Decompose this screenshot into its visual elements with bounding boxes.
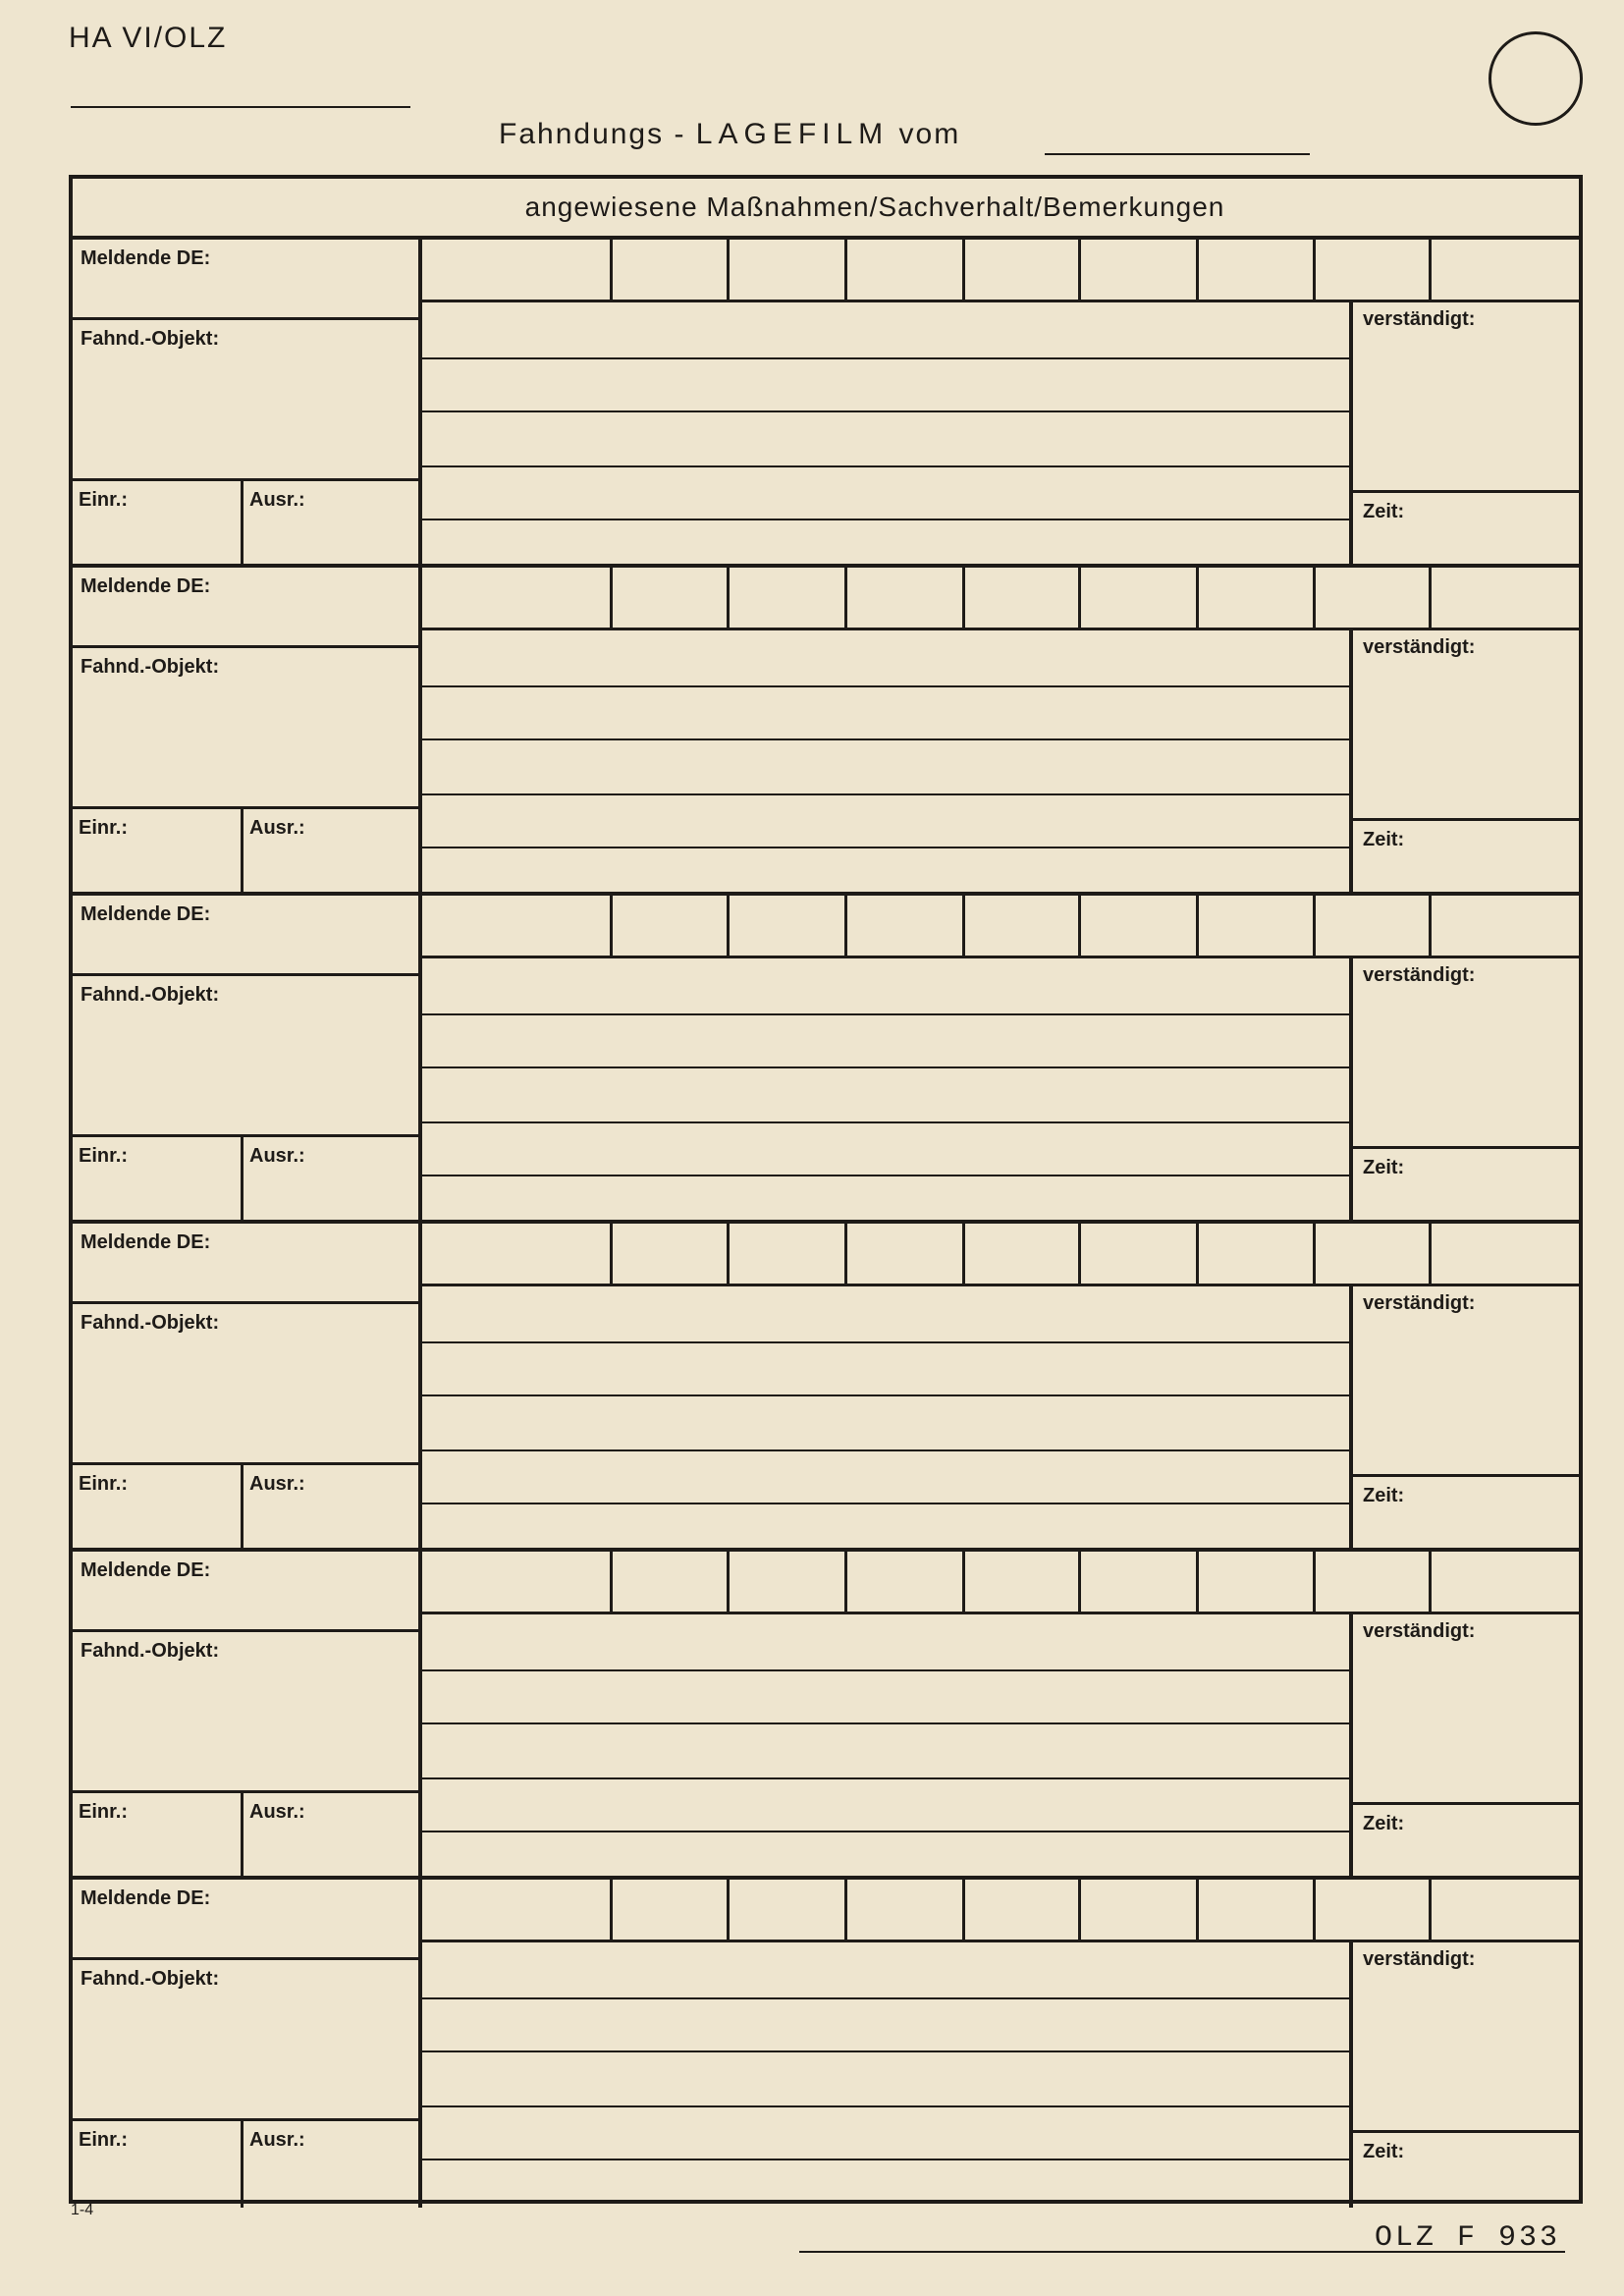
einr-label: Einr.: — [79, 1801, 129, 1823]
ausr-field[interactable] — [244, 1465, 418, 1548]
code-cell[interactable] — [1316, 1224, 1432, 1284]
measures-text-area[interactable] — [422, 630, 1353, 892]
code-cell[interactable] — [422, 896, 613, 956]
entry-block — [73, 1224, 1579, 1552]
code-cell[interactable] — [965, 1552, 1081, 1612]
code-cell[interactable] — [965, 568, 1081, 628]
fahndungsobjekt-field[interactable] — [73, 1632, 418, 1793]
organization-underline — [71, 106, 410, 108]
entry-right-column — [1353, 1286, 1579, 1548]
writing-line — [422, 1997, 1349, 1999]
code-cell[interactable] — [730, 1552, 847, 1612]
code-cell[interactable] — [965, 240, 1081, 300]
entry-right-column — [1353, 1614, 1579, 1876]
writing-line — [422, 2105, 1349, 2107]
writing-line — [422, 410, 1349, 412]
zeit-label: Zeit: — [1363, 1157, 1405, 1178]
code-cell[interactable] — [730, 568, 847, 628]
measures-text-area[interactable] — [422, 302, 1353, 564]
code-cell[interactable] — [613, 1880, 731, 1940]
code-cell[interactable] — [730, 896, 847, 956]
organization-code: HA VI/OLZ — [69, 22, 228, 54]
zeit-field[interactable] — [1353, 1805, 1579, 1876]
writing-line — [422, 1394, 1349, 1396]
code-cells-row — [422, 240, 1579, 302]
form-number: OLZ F 933 — [1375, 2221, 1561, 2255]
code-cell[interactable] — [422, 1224, 613, 1284]
writing-line — [422, 793, 1349, 795]
ausr-field[interactable] — [244, 481, 418, 564]
measures-text-area[interactable] — [422, 1942, 1353, 2208]
writing-line — [422, 1503, 1349, 1504]
meldende-label: Meldende DE: — [81, 575, 211, 597]
writing-line — [422, 2159, 1349, 2160]
code-cells-row — [422, 1552, 1579, 1614]
code-cell[interactable] — [965, 896, 1081, 956]
entry-block — [73, 1552, 1579, 1880]
code-cell[interactable] — [1432, 568, 1579, 628]
meldende-label: Meldende DE: — [81, 1559, 211, 1581]
column-header: angewiesene Maßnahmen/Sachverhalt/Bemerkungen — [73, 179, 1579, 240]
zeit-label: Zeit: — [1363, 2141, 1405, 2162]
meldende-field[interactable] — [73, 896, 418, 976]
ausr-label: Ausr.: — [249, 1145, 305, 1167]
zeit-label: Zeit: — [1363, 501, 1405, 522]
meldende-field[interactable] — [73, 240, 418, 320]
entry-block — [73, 240, 1579, 568]
verstaendigt-field[interactable] — [1353, 630, 1579, 821]
meldende-label: Meldende DE: — [81, 903, 211, 925]
meldende-label: Meldende DE: — [81, 1887, 211, 1909]
entry-right-column — [1353, 302, 1579, 564]
writing-line — [422, 685, 1349, 687]
verstaendigt-label: verständigt: — [1363, 308, 1476, 330]
zeit-field[interactable] — [1353, 493, 1579, 564]
einr-field[interactable] — [73, 1137, 244, 1220]
ausr-field[interactable] — [244, 1137, 418, 1220]
entry-right-column — [1353, 630, 1579, 892]
writing-line — [422, 738, 1349, 740]
form-title — [499, 118, 960, 151]
code-cell[interactable] — [1081, 1224, 1199, 1284]
writing-line — [422, 1831, 1349, 1832]
code-cell[interactable] — [1432, 1224, 1579, 1284]
ausr-label: Ausr.: — [249, 489, 305, 511]
code-cell[interactable] — [1316, 896, 1432, 956]
code-cell[interactable] — [1316, 568, 1432, 628]
entry-left-column — [73, 1880, 422, 2208]
objekt-label: Fahnd.-Objekt: — [81, 1968, 220, 1990]
code-cell[interactable] — [422, 1552, 613, 1612]
code-cell[interactable] — [1316, 1880, 1432, 1940]
code-cell[interactable] — [965, 1880, 1081, 1940]
meldende-field[interactable] — [73, 568, 418, 648]
einr-label: Einr.: — [79, 1145, 129, 1167]
einr-field[interactable] — [73, 809, 244, 892]
code-cell[interactable] — [847, 1880, 965, 1940]
writing-line — [422, 1449, 1349, 1451]
zeit-label: Zeit: — [1363, 829, 1405, 850]
fahndungsobjekt-field[interactable] — [73, 648, 418, 809]
entry-block — [73, 896, 1579, 1224]
objekt-label: Fahnd.-Objekt: — [81, 1640, 220, 1662]
einr-field[interactable] — [73, 1793, 244, 1876]
objekt-label: Fahnd.-Objekt: — [81, 984, 220, 1006]
code-cell[interactable] — [1432, 896, 1579, 956]
einr-label: Einr.: — [79, 817, 129, 839]
measures-text-area[interactable] — [422, 958, 1353, 1220]
ausr-field[interactable] — [244, 2121, 418, 2208]
code-cell[interactable] — [422, 1880, 613, 1940]
ausr-label: Ausr.: — [249, 2129, 305, 2151]
code-cell[interactable] — [1432, 1552, 1579, 1612]
code-cell[interactable] — [730, 240, 847, 300]
circle-mark — [1489, 31, 1583, 126]
meldende-label: Meldende DE: — [81, 247, 211, 269]
writing-line — [422, 847, 1349, 848]
code-cell[interactable] — [422, 240, 613, 300]
writing-line — [422, 1175, 1349, 1176]
code-cell[interactable] — [1199, 568, 1317, 628]
zeit-field[interactable] — [1353, 2133, 1579, 2208]
writing-line — [422, 465, 1349, 467]
code-cell[interactable] — [730, 1224, 847, 1284]
code-cell[interactable] — [1199, 240, 1317, 300]
code-cell[interactable] — [1316, 1552, 1432, 1612]
code-cell[interactable] — [847, 1552, 965, 1612]
writing-line — [422, 519, 1349, 520]
code-cells-row — [422, 568, 1579, 630]
code-cell[interactable] — [730, 1880, 847, 1940]
measures-text-area[interactable] — [422, 1614, 1353, 1876]
writing-line — [422, 1777, 1349, 1779]
code-cell[interactable] — [1081, 568, 1199, 628]
verstaendigt-label: verständigt: — [1363, 964, 1476, 986]
objekt-label: Fahnd.-Objekt: — [81, 1312, 220, 1334]
form-table — [69, 175, 1583, 2204]
code-cell[interactable] — [847, 240, 965, 300]
zeit-field[interactable] — [1353, 821, 1579, 892]
code-cell[interactable] — [1432, 240, 1579, 300]
code-cell[interactable] — [422, 568, 613, 628]
print-code: 1-4 — [71, 2202, 94, 2218]
writing-line — [422, 1341, 1349, 1343]
measures-text-area[interactable] — [422, 1286, 1353, 1548]
ausr-field[interactable] — [244, 1793, 418, 1876]
code-cell[interactable] — [847, 896, 965, 956]
code-cells-row — [422, 896, 1579, 958]
objekt-label: Fahnd.-Objekt: — [81, 656, 220, 678]
code-cell[interactable] — [613, 1552, 731, 1612]
code-cell[interactable] — [847, 568, 965, 628]
verstaendigt-label: verständigt: — [1363, 1292, 1476, 1314]
fahndungsobjekt-field[interactable] — [73, 1304, 418, 1465]
code-cell[interactable] — [1316, 240, 1432, 300]
meldende-field[interactable] — [73, 1552, 418, 1632]
code-cell[interactable] — [965, 1224, 1081, 1284]
writing-line — [422, 2050, 1349, 2052]
entry-left-column — [73, 1224, 422, 1548]
meldende-field[interactable] — [73, 1224, 418, 1304]
title-prefix: Fahndungs - — [499, 118, 686, 150]
objekt-label: Fahnd.-Objekt: — [81, 328, 220, 350]
einr-field[interactable] — [73, 1465, 244, 1548]
einr-label: Einr.: — [79, 489, 129, 511]
fahndungsobjekt-field[interactable] — [73, 320, 418, 481]
zeit-field[interactable] — [1353, 1477, 1579, 1548]
writing-line — [422, 1669, 1349, 1671]
entry-left-column — [73, 1552, 422, 1876]
ausr-label: Ausr.: — [249, 817, 305, 839]
code-cell[interactable] — [1199, 896, 1317, 956]
title-suffix: vom — [898, 118, 961, 150]
verstaendigt-label: verständigt: — [1363, 636, 1476, 658]
writing-line — [422, 1722, 1349, 1724]
writing-line — [422, 1066, 1349, 1068]
code-cell[interactable] — [1432, 1880, 1579, 1940]
verstaendigt-label: verständigt: — [1363, 1948, 1476, 1970]
entry-block — [73, 568, 1579, 896]
entry-right-column — [1353, 958, 1579, 1220]
einr-label: Einr.: — [79, 2129, 129, 2151]
entry-block — [73, 1880, 1579, 2208]
zeit-label: Zeit: — [1363, 1485, 1405, 1506]
zeit-label: Zeit: — [1363, 1813, 1405, 1834]
code-cell[interactable] — [613, 896, 731, 956]
title-main: LAGEFILM — [695, 118, 890, 150]
ausr-label: Ausr.: — [249, 1801, 305, 1823]
einr-field[interactable] — [73, 2121, 244, 2208]
einr-label: Einr.: — [79, 1473, 129, 1495]
meldende-label: Meldende DE: — [81, 1231, 211, 1253]
ausr-field[interactable] — [244, 809, 418, 892]
verstaendigt-field[interactable] — [1353, 1286, 1579, 1477]
verstaendigt-field[interactable] — [1353, 958, 1579, 1149]
code-cell[interactable] — [1081, 1552, 1199, 1612]
fahndungsobjekt-field[interactable] — [73, 976, 418, 1137]
ausr-label: Ausr.: — [249, 1473, 305, 1495]
meldende-field[interactable] — [73, 1880, 418, 1960]
verstaendigt-field[interactable] — [1353, 1942, 1579, 2133]
code-cell[interactable] — [613, 240, 731, 300]
code-cell[interactable] — [1199, 1552, 1317, 1612]
code-cell[interactable] — [1081, 1880, 1199, 1940]
code-cell[interactable] — [1081, 896, 1199, 956]
entry-left-column — [73, 240, 422, 564]
verstaendigt-field[interactable] — [1353, 302, 1579, 493]
writing-line — [422, 357, 1349, 359]
verstaendigt-field[interactable] — [1353, 1614, 1579, 1805]
code-cell[interactable] — [1081, 240, 1199, 300]
code-cell[interactable] — [613, 1224, 731, 1284]
date-field[interactable] — [1045, 153, 1310, 155]
fahndungsobjekt-field[interactable] — [73, 1960, 418, 2121]
writing-line — [422, 1121, 1349, 1123]
entry-left-column — [73, 568, 422, 892]
code-cell[interactable] — [1199, 1224, 1317, 1284]
zeit-field[interactable] — [1353, 1149, 1579, 1220]
entry-right-column — [1353, 1942, 1579, 2208]
code-cell[interactable] — [847, 1224, 965, 1284]
code-cells-row — [422, 1880, 1579, 1942]
code-cell[interactable] — [1199, 1880, 1317, 1940]
code-cell[interactable] — [613, 568, 731, 628]
code-cells-row — [422, 1224, 1579, 1286]
verstaendigt-label: verständigt: — [1363, 1620, 1476, 1642]
einr-field[interactable] — [73, 481, 244, 564]
writing-line — [422, 1013, 1349, 1015]
entry-left-column — [73, 896, 422, 1220]
